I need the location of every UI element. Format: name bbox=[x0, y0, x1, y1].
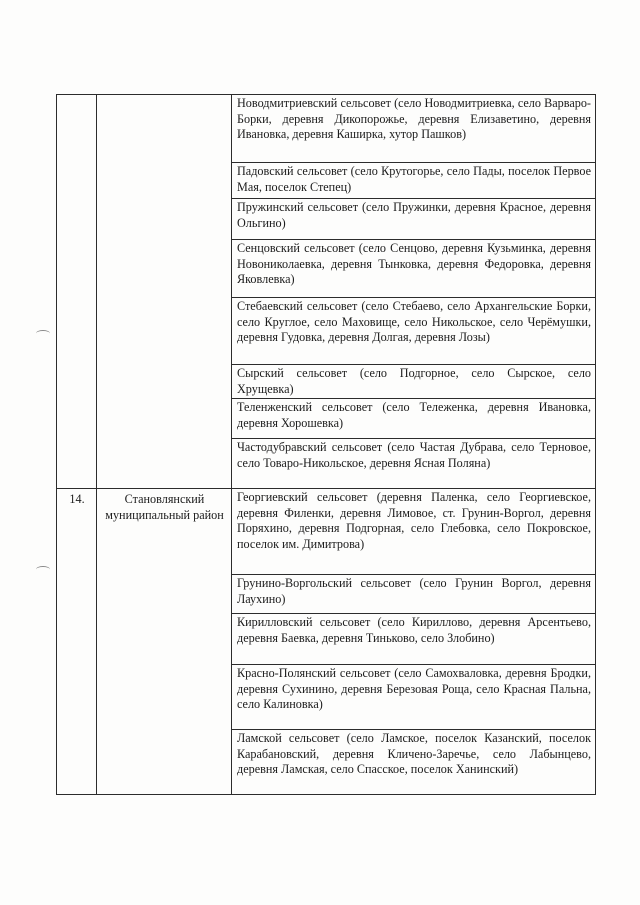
district-number: 14. bbox=[69, 492, 85, 507]
council-cell: Падовский сельсовет (село Крутогорье, село Пады, поселок Первое Мая, поселок Степец) bbox=[232, 163, 596, 199]
number-cell bbox=[57, 489, 97, 795]
council-cell: Стебаевский сельсовет (село Стебаево, село Архангельские Борки, село Круглое, село Маховище, село Никольское, село Черёмушки, деревня Гудовка, деревня Долгая, деревня Лозы) bbox=[232, 298, 596, 365]
council-cell: Пружинский сельсовет (село Пружинки, деревня Красное, деревня Ольгино) bbox=[232, 199, 596, 240]
council-cell: Красно-Полянский сельсовет (село Самохваловка, деревня Бродки, деревня Сухинино, деревня Березовая Роща, село Красная Пальна, село Калиновка) bbox=[232, 665, 596, 730]
council-cell: Частодубравский сельсовет (село Частая Дубрава, село Терновое, село Товаро-Никольское, деревня Ясная Поляна) bbox=[232, 439, 596, 489]
table-row bbox=[57, 489, 596, 575]
districts-table bbox=[56, 94, 596, 795]
council-cell: Сенцовский сельсовет (село Сенцово, деревня Кузьминка, деревня Новониколаевка, деревня Тынковка, деревня Федоровка, деревня Яковлевка) bbox=[232, 240, 596, 298]
council-cell: Ламской сельсовет (село Ламское, поселок Казанский, поселок Карабановский, деревня Кличено-Заречье, село Лабынцево, деревня Ламская, село Спасское, поселок Ханинский) bbox=[232, 730, 596, 795]
district-cell bbox=[97, 489, 232, 795]
council-cell: Георгиевский сельсовет (деревня Паленка, село Георгиевское, деревня Филенки, деревня Лимовое, ст. Грунин-Воргол, деревня Поряхино, деревня Подгорная, село Глебовка, село Покровское, поселок им. Димитрова) bbox=[232, 489, 596, 575]
council-cell: Сырский сельсовет (село Подгорное, село Сырское, село Хрущевка) bbox=[232, 365, 596, 399]
council-cell: Кирилловский сельсовет (село Кириллово, деревня Арсентьево, деревня Баевка, деревня Тиньково, село Злобино) bbox=[232, 614, 596, 665]
margin-mark-bottom bbox=[36, 566, 50, 573]
district-name: Становлянский муниципальный район bbox=[105, 492, 224, 522]
table-row bbox=[57, 95, 596, 163]
district-cell bbox=[97, 95, 232, 489]
council-cell: Новодмитриевский сельсовет (село Новодмитриевка, село Варваро-Борки, деревня Дикопорожье, деревня Елизаветино, деревня Ивановка, деревня Каширка, хутор Пашков) bbox=[232, 95, 596, 163]
number-cell bbox=[57, 95, 97, 489]
council-cell: Грунино-Воргольский сельсовет (село Грунин Воргол, деревня Лаухино) bbox=[232, 575, 596, 614]
council-cell: Теленженский сельсовет (село Тележенка, деревня Ивановка, деревня Хорошевка) bbox=[232, 399, 596, 439]
margin-mark-top bbox=[36, 330, 50, 337]
